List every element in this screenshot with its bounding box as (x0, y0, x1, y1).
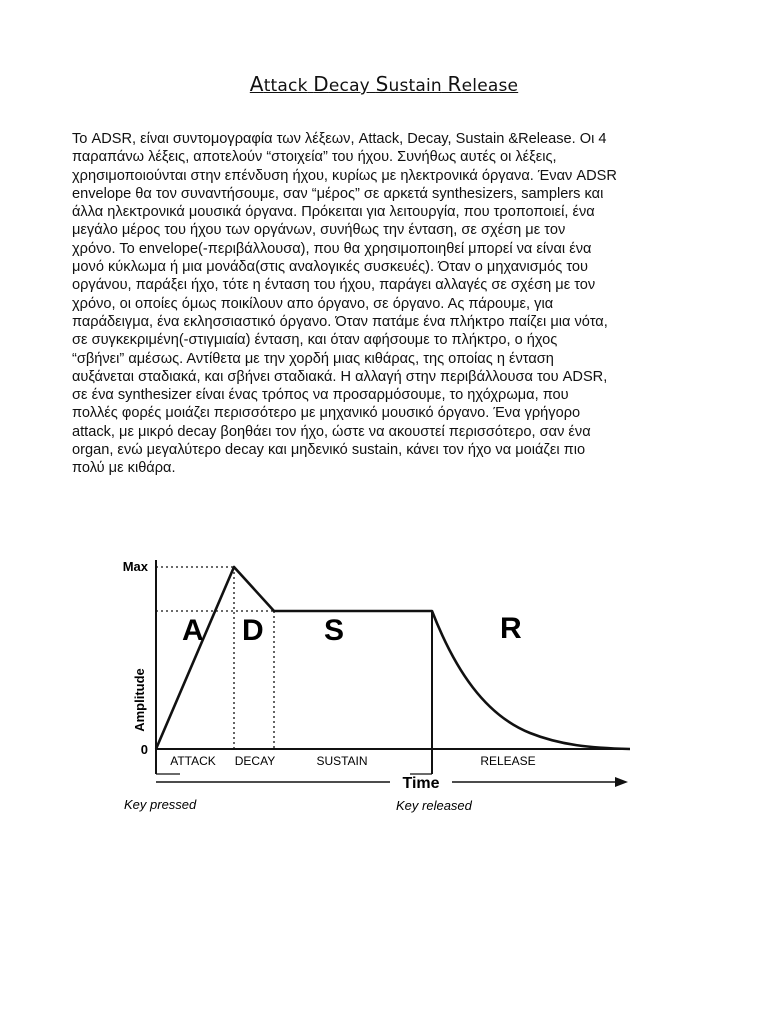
y-axis-label: Amplitude (132, 668, 147, 732)
paragraph-line: αυξάνεται σταδιακά, και σβήνει σταδιακά. Η αλλαγή στην περιβάλλουσα του ADSR, (72, 368, 608, 385)
title-word-rest: ttack (263, 76, 308, 96)
decay-phase-label: DECAY (234, 754, 276, 768)
paragraph-line: πολύ με κιθάρα. (72, 460, 176, 477)
paragraph-line: Το ADSR, είναι συντομογραφία των λέξεων, Attack, Decay, Sustain &Release. Οι 4 (72, 131, 607, 147)
attack-phase-label: ATTACK (170, 754, 216, 768)
sustain-phase-label: SUSTAIN (316, 754, 368, 768)
time-arrow-head (615, 777, 628, 787)
document-title (0, 72, 768, 96)
paragraph-line: χρόνο, οι οποίες όμως ποικίλουν απο όργανο, σε όργανο. Ας πάρουμε, για (72, 295, 554, 312)
paragraph-line: attack, με μικρό decay βοηθάει τον ήχο, ώστε να ακουστεί περισσότερο, σαν ένα (72, 423, 591, 440)
paragraph-line: σε συγκεκριμένη(-στιγμιαία) ένταση, και όταν αφήσουμε το πλήκτρο, ο ήχος (72, 332, 558, 349)
decay-letter: D (242, 614, 264, 647)
title-initial: D (313, 72, 329, 96)
paragraph-line: οργάνου, παράξει ήχο, τότε η ένταση του ήχου, παράγει αλλαγές σε σχέση με τον (72, 277, 596, 294)
body-paragraph (72, 130, 712, 478)
paragraph-line: παραπάνω λέξεις, αποτελούν “στοιχεία” του ήχου. Συνήθως αυτές οι λέξεις, (72, 149, 557, 166)
paragraph-line: μεγάλο μέρος του ήχου των οργάνων, συνήθως την ένταση, σε σχέση με τον (72, 222, 566, 239)
title-initial: S (375, 72, 389, 96)
adsr-envelope-diagram (110, 550, 730, 830)
paragraph-line: χρησιμοποιούνται στην επένδυση ήχου, κυρίως με ηλεκτρονικά όργανα. Έναν ADSR (72, 167, 617, 184)
envelope-curve (156, 567, 630, 749)
paragraph-line: παράδειγμα, ένα εκλησσιαστικό όργανο. Όταν πατάμε ένα πλήκτρο παίζει μια νότα, (72, 313, 608, 330)
paragraph-line: μονό κύκλωμα ή μια μονάδα(στις αναλογικές συσκευές). Όταν ο μηχανισμός του (72, 259, 588, 276)
title-word-rest: ecay (328, 76, 370, 96)
x-axis-label: Time (402, 775, 440, 792)
paragraph-line: envelope θα τον συναντήσουμε, σαν “μέρος” σε αρκετά synthesizers, samplers και (72, 185, 604, 202)
paragraph-line: “σβήνει” αμέσως. Αντίθετα με την χορδή μιας κιθάρας, της οποίας η ένταση (72, 350, 554, 367)
release-phase-label: RELEASE (480, 754, 536, 768)
paragraph-line: πολλές φορές μοιάζει περισσότερο με μηχανικό μουσικό όργανο. Ένα γρήγορο (72, 405, 581, 422)
title-word-rest: ustain (388, 76, 442, 96)
y-max-label: Max (122, 559, 148, 574)
paragraph-line: σε ένα synthesizer είναι ένας τρόπος να προσαρμόσουμε, το ηχόχρωμα, που (72, 387, 569, 404)
release-letter: R (500, 612, 522, 645)
paragraph-line: άλλα ηλεκτρονικά μουσικά όργανα. Πρόκειται για λειτουργία, που τροποποιεί, ένα (72, 204, 595, 221)
title-initial: A (249, 72, 264, 96)
attack-letter: A (182, 614, 204, 647)
key-released-label: Key released (396, 798, 472, 813)
paragraph-line: organ, ενώ μεγαλύτερο decay και μηδενικό sustain, κάνει τον ήχο να μοιάζει πιο (72, 442, 586, 459)
y-zero-label: 0 (140, 742, 148, 757)
paragraph-line: χρόνο. Το envelope(-περιβάλλουσα), που θα χρησιμοποιηθεί μπορεί να είναι ένα (72, 240, 592, 257)
sustain-letter: S (324, 614, 345, 647)
title-word-rest: elease (461, 76, 519, 96)
title-initial: R (447, 72, 462, 96)
key-pressed-label: Key pressed (124, 797, 197, 812)
